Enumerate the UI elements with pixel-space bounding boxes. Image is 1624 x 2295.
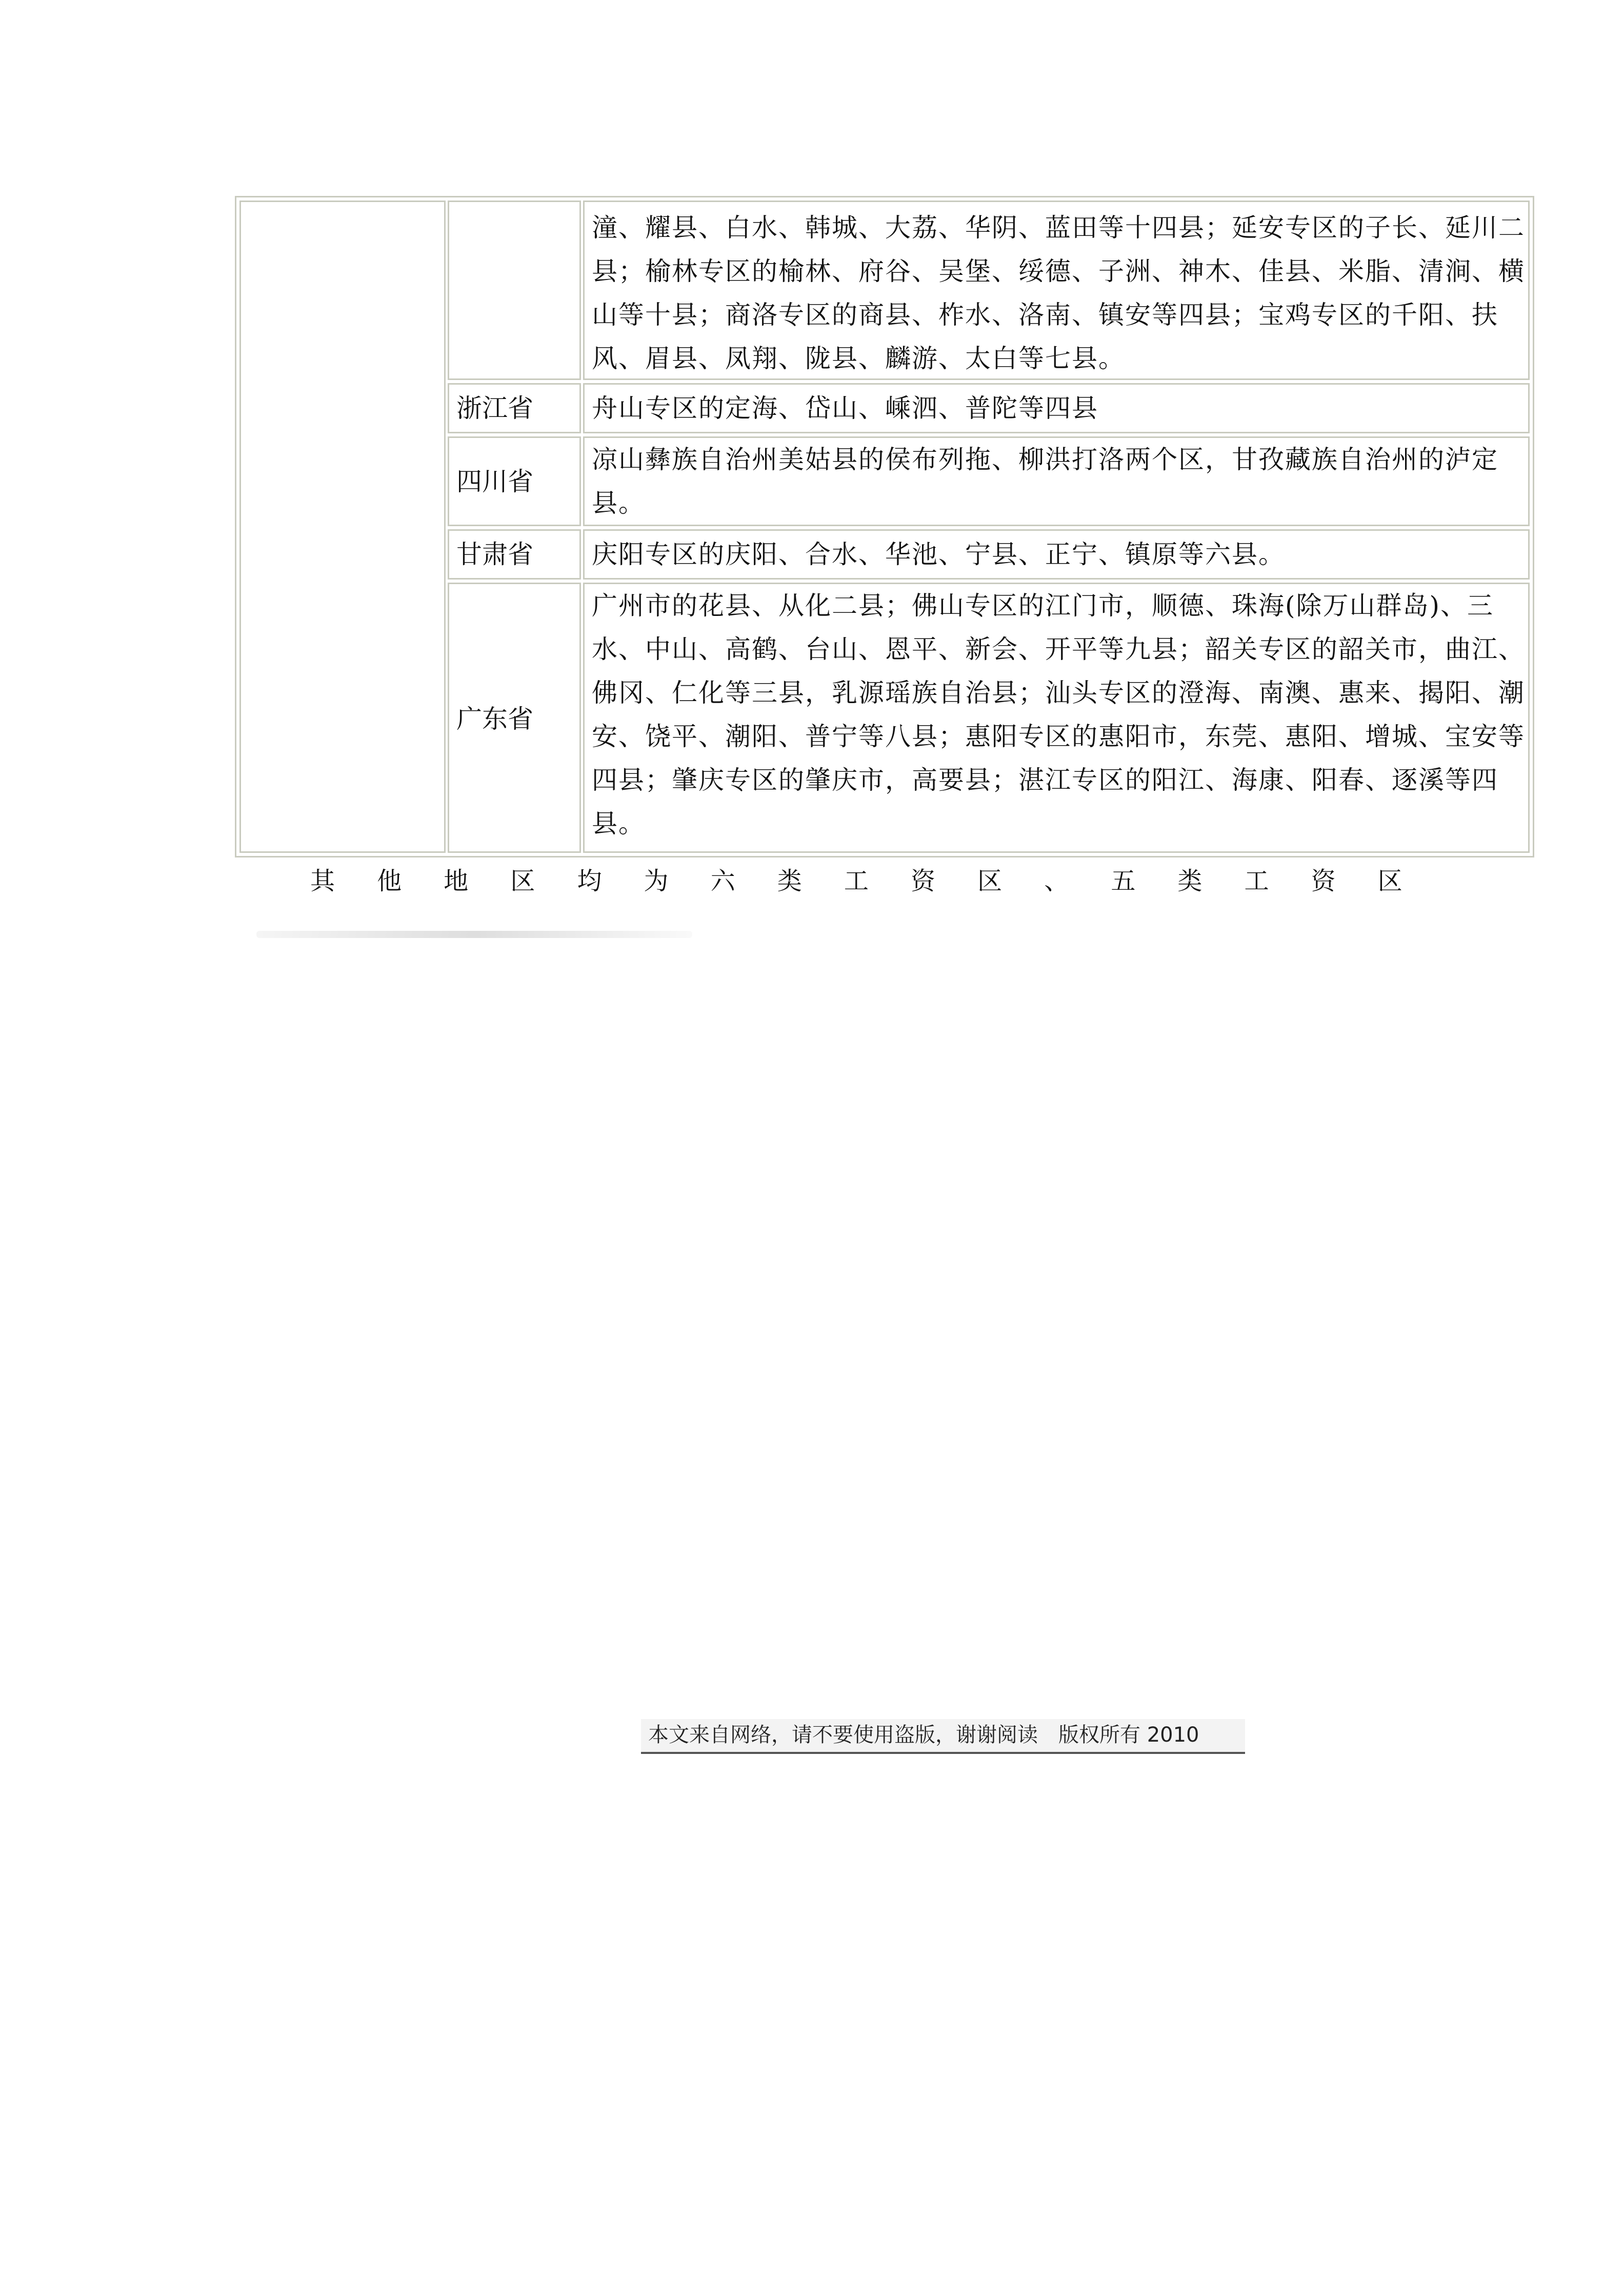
county-list-cell: [583, 583, 1530, 853]
county-list-cell: [583, 201, 1530, 380]
county-list-text: 广州市的花县、从化二县；佛山专区的江门市，顺德、珠海(除万山群岛)、三水、中山、高鹤、台山、恩平、新会、开平等九县；韶关专区的韶关市，曲江、佛冈、仁化等三县，乳源瑶族自治县；汕头专区的澄海、南澳、惠来、揭阳、潮安、饶平、潮阳、普宁等八县；惠阳专区的惠阳市，东莞、惠阳、增城、宝安等四县；肇庆专区的肇庆市，高要县；湛江专区的阳江、海康、阳春、逐溪等四县。: [592, 591, 1525, 839]
scan-artifact: [256, 931, 692, 938]
other-regions-note: 其 他 地 区 均 为 六 类 工 资 区 、 五 类 工 资 区: [310, 867, 1402, 895]
province-cell: [448, 529, 581, 580]
province-cell: [448, 201, 581, 380]
county-list-text: 凉山彝族自治州美姑县的侯布列拖、柳洪打洛两个区，甘孜藏族自治州的泸定县。: [592, 445, 1498, 518]
copyright-watermark: 本文来自网络，请不要使用盗版，谢谢阅读 版权所有 2010: [641, 1719, 1245, 1754]
county-list-text: 舟山专区的定海、岱山、嵊泗、普陀等四县: [592, 393, 1098, 423]
province-label: 甘肃省: [456, 540, 533, 569]
county-list-text: 庆阳专区的庆阳、合水、华池、宁县、正宁、镇原等六县。: [592, 540, 1285, 569]
province-cell: [448, 583, 581, 853]
wage-region-table: [235, 196, 1534, 857]
province-cell: [448, 383, 581, 433]
province-cell: [448, 436, 581, 526]
province-label: 广东省: [456, 704, 533, 734]
county-list-cell: [583, 436, 1530, 526]
province-label: 四川省: [456, 467, 533, 496]
region-category-cell: [239, 201, 446, 853]
county-list-cell: [583, 383, 1530, 433]
province-label: 浙江省: [456, 393, 533, 423]
county-list-text: 潼、耀县、白水、韩城、大荔、华阴、蓝田等十四县；延安专区的子长、延川二县；榆林专区的榆林、府谷、吴堡、绥德、子洲、神木、佳县、米脂、清涧、横山等十县；商洛专区的商县、柞水、洛南、镇安等四县；宝鸡专区的千阳、扶风、眉县、凤翔、陇县、麟游、太白等七县。: [592, 213, 1525, 373]
county-list-cell: [583, 529, 1530, 580]
